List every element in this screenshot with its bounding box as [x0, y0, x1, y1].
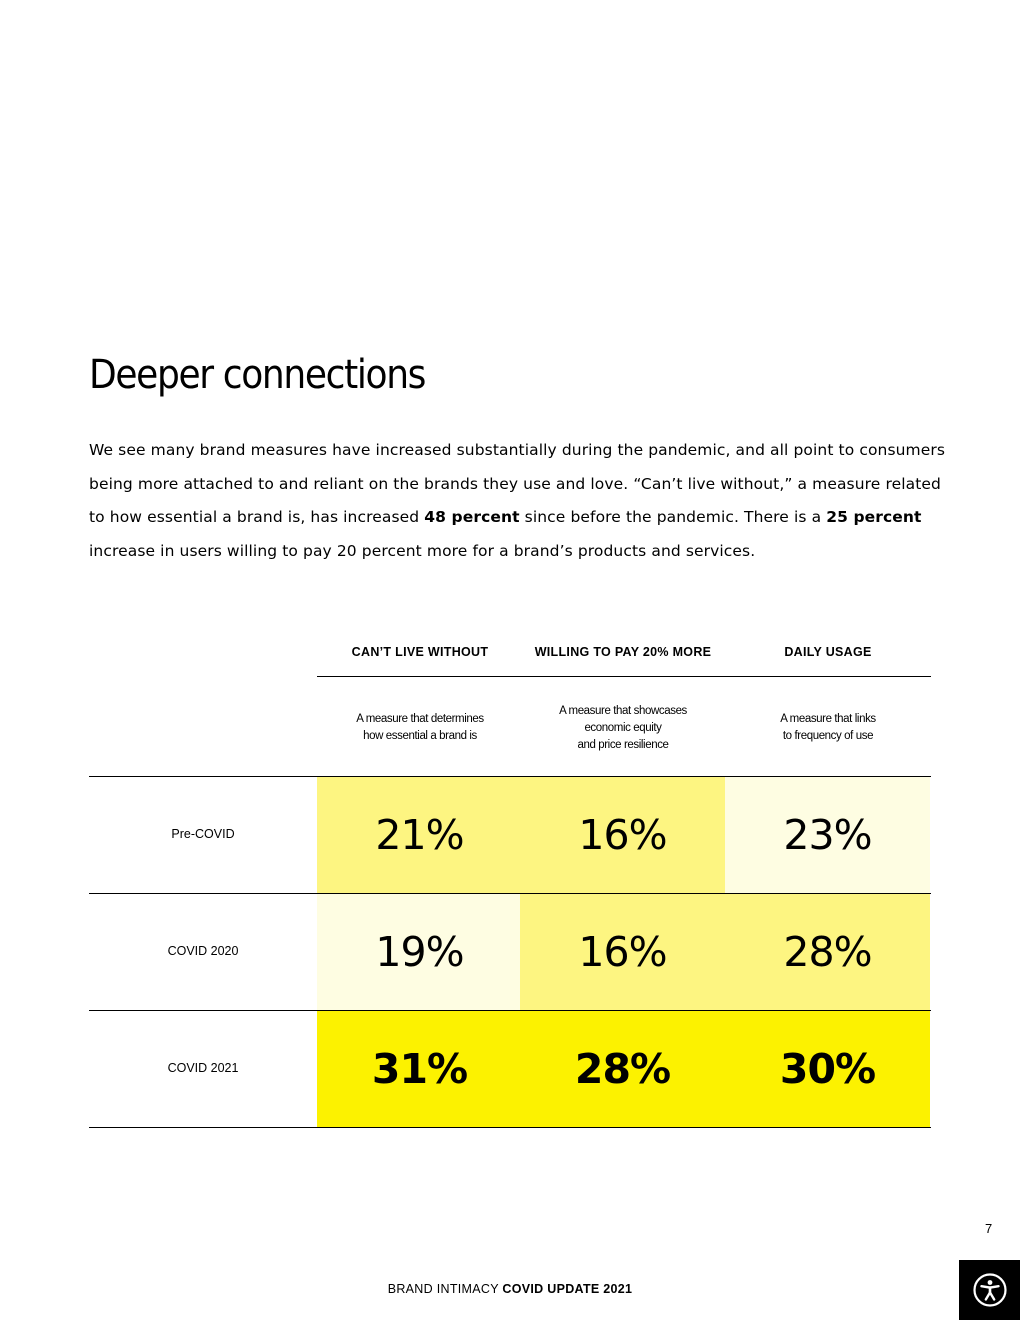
highlight-25-percent: 25 percent — [826, 508, 922, 526]
cell-covid-2020-cant-live-without: 19% — [317, 894, 522, 1010]
desc-line: economic equity — [584, 721, 662, 734]
cell-covid-2020-willing-to-pay: 16% — [520, 894, 725, 1010]
desc-line: A measure that determines — [356, 713, 484, 725]
footer-brand: BRAND INTIMACY — [387, 1282, 499, 1296]
desc-line: A measure that showcases — [559, 704, 687, 717]
intro-text: since before the pandemic. There is a — [519, 508, 827, 526]
desc-line: how essential a brand is — [363, 730, 477, 742]
row-label-covid-2020: COVID 2020 — [167, 944, 239, 958]
desc-line: and price resilience — [577, 738, 669, 751]
column-header-daily-usage: DAILY USAGE — [784, 645, 872, 659]
page-title: Deeper connections — [89, 352, 426, 398]
column-header-willing-to-pay: WILLING TO PAY 20% MORE — [534, 645, 712, 659]
intro-line: We see many brand measures have increased substantially during the pandemic, and all point to consumers — [89, 441, 946, 459]
intro-line — [89, 501, 929, 535]
cell-pre-covid-cant-live-without: 21% — [317, 777, 522, 893]
cell-covid-2021-cant-live-without: 31% — [317, 1011, 522, 1127]
column-desc-daily-usage — [725, 703, 931, 753]
cell-covid-2020-daily-usage: 28% — [725, 894, 930, 1010]
header-divider — [317, 676, 931, 677]
cell-covid-2021-daily-usage: 30% — [725, 1011, 930, 1127]
intro-text: to how essential a brand is, has increased — [89, 508, 425, 526]
row-label-covid-2021: COVID 2021 — [167, 1061, 239, 1075]
footer-title: COVID UPDATE 2021 — [502, 1282, 633, 1296]
intro-paragraph — [89, 434, 946, 568]
cell-covid-2021-willing-to-pay: 28% — [520, 1011, 725, 1127]
page-number: 7 — [985, 1221, 993, 1236]
desc-line: A measure that links — [780, 713, 876, 725]
row-divider — [89, 1127, 931, 1128]
desc-line: to frequency of use — [782, 730, 874, 742]
column-desc-cant-live-without — [317, 703, 523, 753]
accessibility-button[interactable] — [959, 1260, 1020, 1320]
cell-pre-covid-daily-usage: 23% — [725, 777, 930, 893]
highlight-48-percent: 48 percent — [424, 508, 520, 526]
column-header-cant-live-without: CAN’T LIVE WITHOUT — [351, 645, 489, 659]
accessibility-person-icon — [972, 1272, 1008, 1308]
intro-line: increase in users willing to pay 20 percent more for a brand’s products and services. — [89, 541, 756, 560]
column-desc-willing-to-pay — [520, 703, 726, 753]
footer — [0, 1282, 1020, 1296]
intro-line: being more attached to and reliant on the brands they use and love. “Can’t live without,” a measure related — [89, 474, 941, 493]
row-label-pre-covid: Pre-COVID — [171, 827, 235, 841]
cell-pre-covid-willing-to-pay: 16% — [520, 777, 725, 893]
